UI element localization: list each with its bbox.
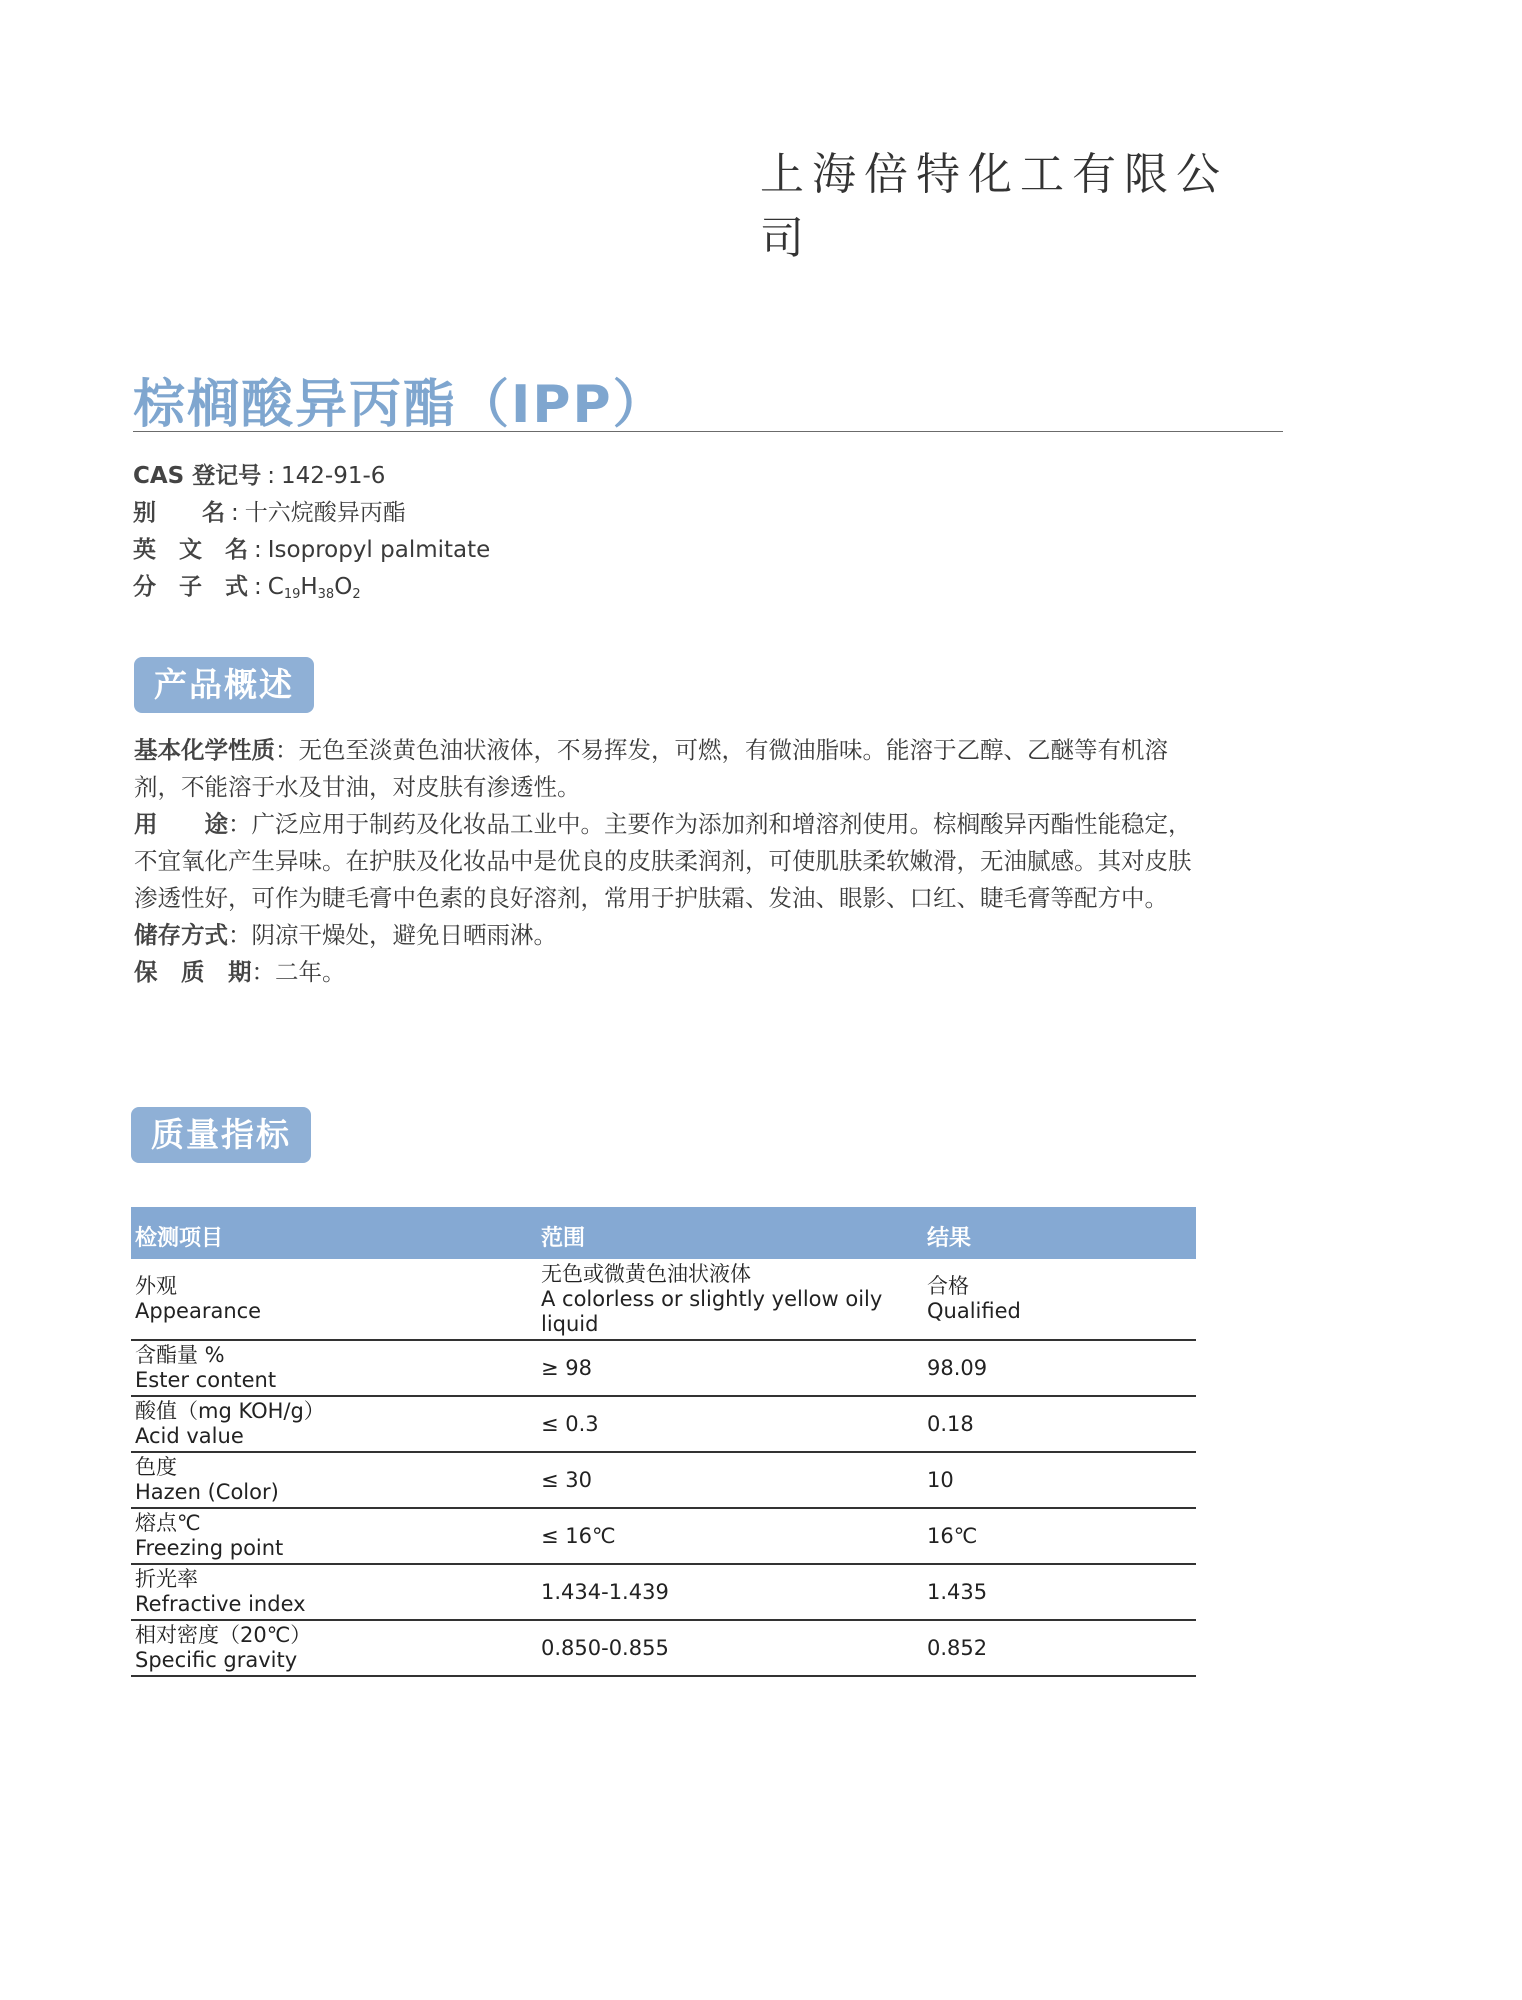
item-cell: 含酯量 % Ester content [131,1340,537,1396]
storage-paragraph: 储存方式：阴凉干燥处，避免日晒雨淋。 [134,921,557,949]
english-name-row: 英 文 名 : Isopropyl palmitate [133,532,490,569]
item-cell: 熔点℃ Freezing point [131,1508,537,1564]
range-cell: 1.434-1.439 [537,1564,923,1620]
overview-body [134,732,1214,991]
result-cell: 0.852 [923,1620,1196,1676]
result-cell: 16℃ [923,1508,1196,1564]
item-cell: 酸值（mg KOH/g） Acid value [131,1396,537,1452]
properties-text: 无色至淡黄色油状液体，不易挥发，可燃，有微油脂味。能溶于乙醇、乙醚等有机溶剂，不能溶于水及甘油，对皮肤有渗透性。 [134,736,1168,801]
column-header-item: 检测项目 [131,1207,537,1259]
shelf-life-paragraph: 保 质 期：二年。 [134,958,346,986]
range-cell: 0.850-0.855 [537,1620,923,1676]
quality-section-tag: 质量指标 [131,1107,311,1163]
range-cell: ≥ 98 [537,1340,923,1396]
alias-label: 别 名 [133,500,225,526]
properties-paragraph: 基本化学性质：无色至淡黄色油状液体，不易挥发，可燃，有微油脂味。能溶于乙醇、乙醚等有机溶剂，不能溶于水及甘油，对皮肤有渗透性。 [134,736,1168,801]
cas-label: CAS 登记号 [133,463,262,489]
result-cell: 合格 Qualified [923,1259,1196,1340]
quality-spec-table [131,1207,1196,1677]
cas-value: 142-91-6 [281,463,386,489]
usage-paragraph: 用 途：广泛应用于制药及化妆品工业中。主要作为添加剂和增溶剂使用。棕榈酸异丙酯性能稳定，不宜氧化产生异味。在护肤及化妆品中是优良的皮肤柔润剂，可使肌肤柔软嫩滑，无油腻感。其对皮肤渗透性好，可作为睫毛膏中色素的良好溶剂，常用于护肤霜、发油、眼影、口红、睫毛膏等配方中。 [134,810,1192,912]
table-header-row [131,1207,1196,1259]
title-divider [133,431,1283,432]
table-row [131,1340,1196,1396]
table-row [131,1452,1196,1508]
item-cell: 相对密度（20℃） Specific gravity [131,1620,537,1676]
usage-label: 用 途 [134,810,228,838]
result-cell: 98.09 [923,1340,1196,1396]
item-cell: 折光率 Refractive index [131,1564,537,1620]
cas-row: CAS 登记号 : 142-91-6 [133,458,490,495]
table-row [131,1564,1196,1620]
table-row [131,1259,1196,1340]
result-cell: 0.18 [923,1396,1196,1452]
table-row [131,1620,1196,1676]
alias-value: 十六烷酸异丙酯 [244,500,406,526]
storage-label: 储存方式 [134,921,228,949]
alias-row: 别 名 : 十六烷酸异丙酯 [133,495,490,532]
english-name-label: 英 文 名 [133,537,248,563]
range-cell: 无色或微黄色油状液体 A colorless or slightly yellow oily liquid [537,1259,923,1340]
product-title: 棕榈酸异丙酯（IPP） [133,375,667,435]
result-cell: 10 [923,1452,1196,1508]
properties-label: 基本化学性质 [134,736,275,764]
storage-text: 阴凉干燥处，避免日晒雨淋。 [251,921,557,949]
molecular-formula: $C_{19}H_{38}O_2$ [267,574,361,602]
table-row [131,1396,1196,1452]
product-identity [133,458,490,606]
english-name-value: Isopropyl palmitate [267,537,491,563]
formula-row: 分 子 式 : $C_{19}H_{38}O_2$ [133,569,490,606]
range-cell: ≤ 0.3 [537,1396,923,1452]
usage-text: 广泛应用于制药及化妆品工业中。主要作为添加剂和增溶剂使用。棕榈酸异丙酯性能稳定，不宜氧化产生异味。在护肤及化妆品中是优良的皮肤柔润剂，可使肌肤柔软嫩滑，无油腻感。其对皮肤渗透性好，可作为睫毛膏中色素的良好溶剂，常用于护肤霜、发油、眼影、口红、睫毛膏等配方中。 [134,810,1192,912]
formula-label: 分 子 式 [133,574,248,600]
column-header-result: 结果 [923,1207,1196,1259]
company-name: 上海倍特化工有限公司 [760,149,1228,264]
table-row [131,1508,1196,1564]
shelf-life-text: 二年。 [275,958,346,986]
overview-section-tag: 产品概述 [134,657,314,713]
range-cell: ≤ 16℃ [537,1508,923,1564]
column-header-range: 范围 [537,1207,923,1259]
item-cell: 色度 Hazen (Color) [131,1452,537,1508]
result-cell: 1.435 [923,1564,1196,1620]
shelf-life-label: 保 质 期 [134,958,252,986]
item-cell: 外观 Appearance [131,1259,537,1340]
range-cell: ≤ 30 [537,1452,923,1508]
